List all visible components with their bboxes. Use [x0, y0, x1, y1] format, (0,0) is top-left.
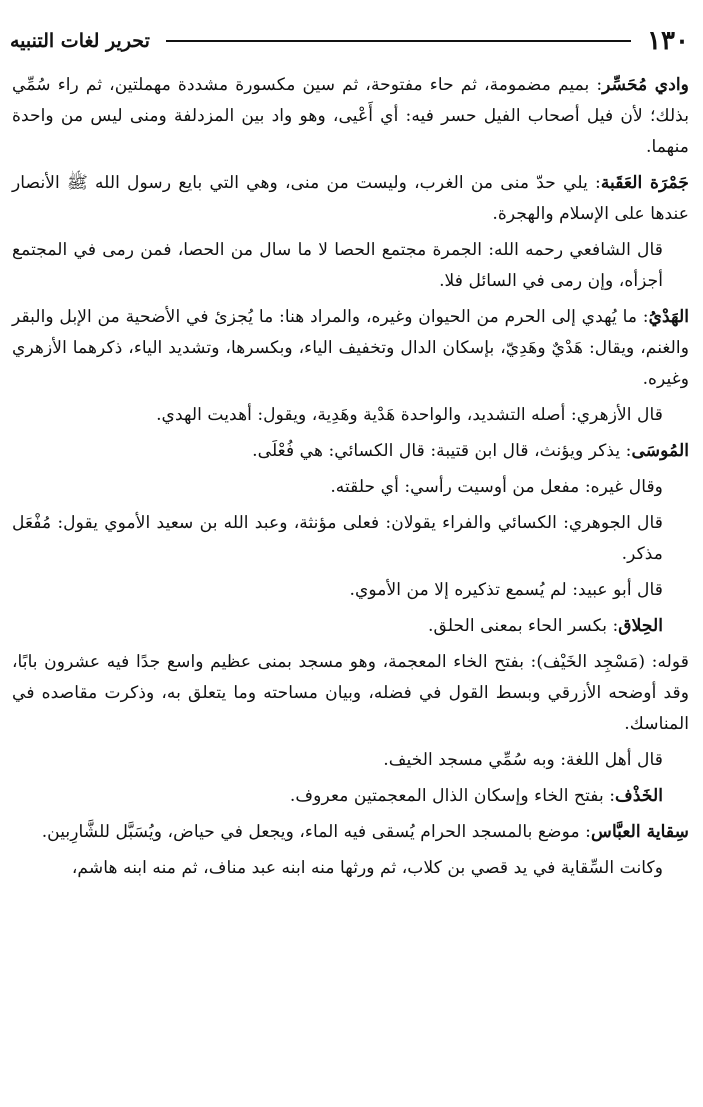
- paragraph-text: قال أهل اللغة: وبه سُمِّي مسجد الخيف.: [383, 750, 663, 770]
- paragraph-text: وقال غيره: مفعل من أوسيت رأسي: أي حلقته.: [330, 477, 663, 497]
- paragraph-siqaya-history: [12, 853, 689, 884]
- entry-text: : بكسر الحاء بمعنى الحلق.: [428, 616, 619, 636]
- quote-jawhari: [12, 508, 689, 570]
- page-body: [12, 70, 689, 889]
- entry-al-hady: [12, 302, 689, 395]
- paragraph-text: وكانت السِّقاية في يد قصي بن كلاب، ثم ورثها منه ابنه عبد مناف، ثم منه ابنه هاشم،: [71, 858, 663, 878]
- entry-jamrat-al-aqaba: [12, 168, 689, 230]
- entry-text: : بميم مضمومة، ثم حاء مفتوحة، ثم سين مكسورة مشددة مهملتين، ثم راء سُمِّي بذلك؛ لأن فيل أصحاب الفيل حسر فيه: أي أَعْيى، وهو واد بين المزدلفة ومنى ليس من واحدة منهما.: [12, 75, 689, 157]
- entry-term: سِقاية العبَّاس: [590, 822, 689, 842]
- paragraph-text: قوله: (مَسْجِد الخَيْف): بفتح الخاء المعجمة، وهو مسجد بمنى عظيم واسع جدًا فيه عشرون بابًا، وقد أوضحه الأزرقي وبسط القول في فضله، وبيان مساحته وما يتعلق به، وذكرت مقاصده في المناسك.: [12, 652, 689, 734]
- entry-term: الهَدْيُ: [648, 307, 689, 327]
- header-rule: [166, 40, 631, 42]
- quote-abu-ubaid: [12, 575, 689, 606]
- entry-text: : ما يُهدي إلى الحرم من الحيوان وغيره، والمراد هنا: ما يُجزئ في الأضحية من الإبل والبقر والغنم، ويقال: هَدْيٌ وهَدِيّ، بإسكان الدال وتخفيف الياء، وبكسرها، وتشديد الياء، ذكرهما الأزهري وغيره.: [12, 307, 689, 389]
- book-title: تحرير لغات التنبيه: [10, 30, 150, 52]
- quote-shafii: [12, 235, 689, 297]
- entry-siqayat-al-abbas: [12, 817, 689, 848]
- quote-other: [12, 472, 689, 503]
- entry-al-khadhf: [12, 781, 689, 812]
- entry-text: : موضع بالمسجد الحرام يُسقى فيه الماء، ويجعل في حياض، ويُسَبَّل للشَّارِبين.: [41, 822, 591, 842]
- entry-term: جَمْرَة العَقَبة: [600, 173, 690, 193]
- entry-al-hilaq: [12, 611, 689, 642]
- entry-masjid-al-khayf: [12, 647, 689, 740]
- paragraph-text: قال الجوهري: الكسائي والفراء يقولان: فعلى مؤنثة، وعبد الله بن سعيد الأموي يقول: مُفْعَل مذكر.: [12, 513, 663, 564]
- page-number: ١٣٠: [647, 26, 689, 56]
- entry-term: المُوسَى: [631, 441, 689, 461]
- paragraph-text: قال الأزهري: أصله التشديد، والواحدة هَدْية وهَدِية، ويقول: أهديت الهدي.: [156, 405, 663, 425]
- entry-al-musa: [12, 436, 689, 467]
- paragraph-text: قال أبو عبيد: لم يُسمع تذكيره إلا من الأموي.: [349, 580, 663, 600]
- entry-text: : يذكر ويؤنث، قال ابن قتيبة: قال الكسائي: هي فُعْلَى.: [252, 441, 632, 461]
- entry-wadi-muhassir: [12, 70, 689, 163]
- paragraph-text: قال الشافعي رحمه الله: الجمرة مجتمع الحصا لا ما سال من الحصا، فمن رمى في المجتمع أجزأه، وإن رمى في السائل فلا.: [12, 240, 663, 291]
- running-header: [10, 26, 689, 56]
- quote-ahl-al-lugha: [12, 745, 689, 776]
- entry-term: الحِلاق: [618, 616, 663, 636]
- entry-text: : يلي حدّ منى من الغرب، وليست من منى، وهي التي بايع رسول الله ﷺ الأنصار عندها على الإسلام والهجرة.: [12, 173, 689, 224]
- quote-azhari: [12, 400, 689, 431]
- entry-term: الخَذْف: [615, 786, 663, 806]
- entry-text: : بفتح الخاء وإسكان الذال المعجمتين معروف.: [289, 786, 616, 806]
- entry-term: وادي مُحَسِّر: [602, 75, 689, 95]
